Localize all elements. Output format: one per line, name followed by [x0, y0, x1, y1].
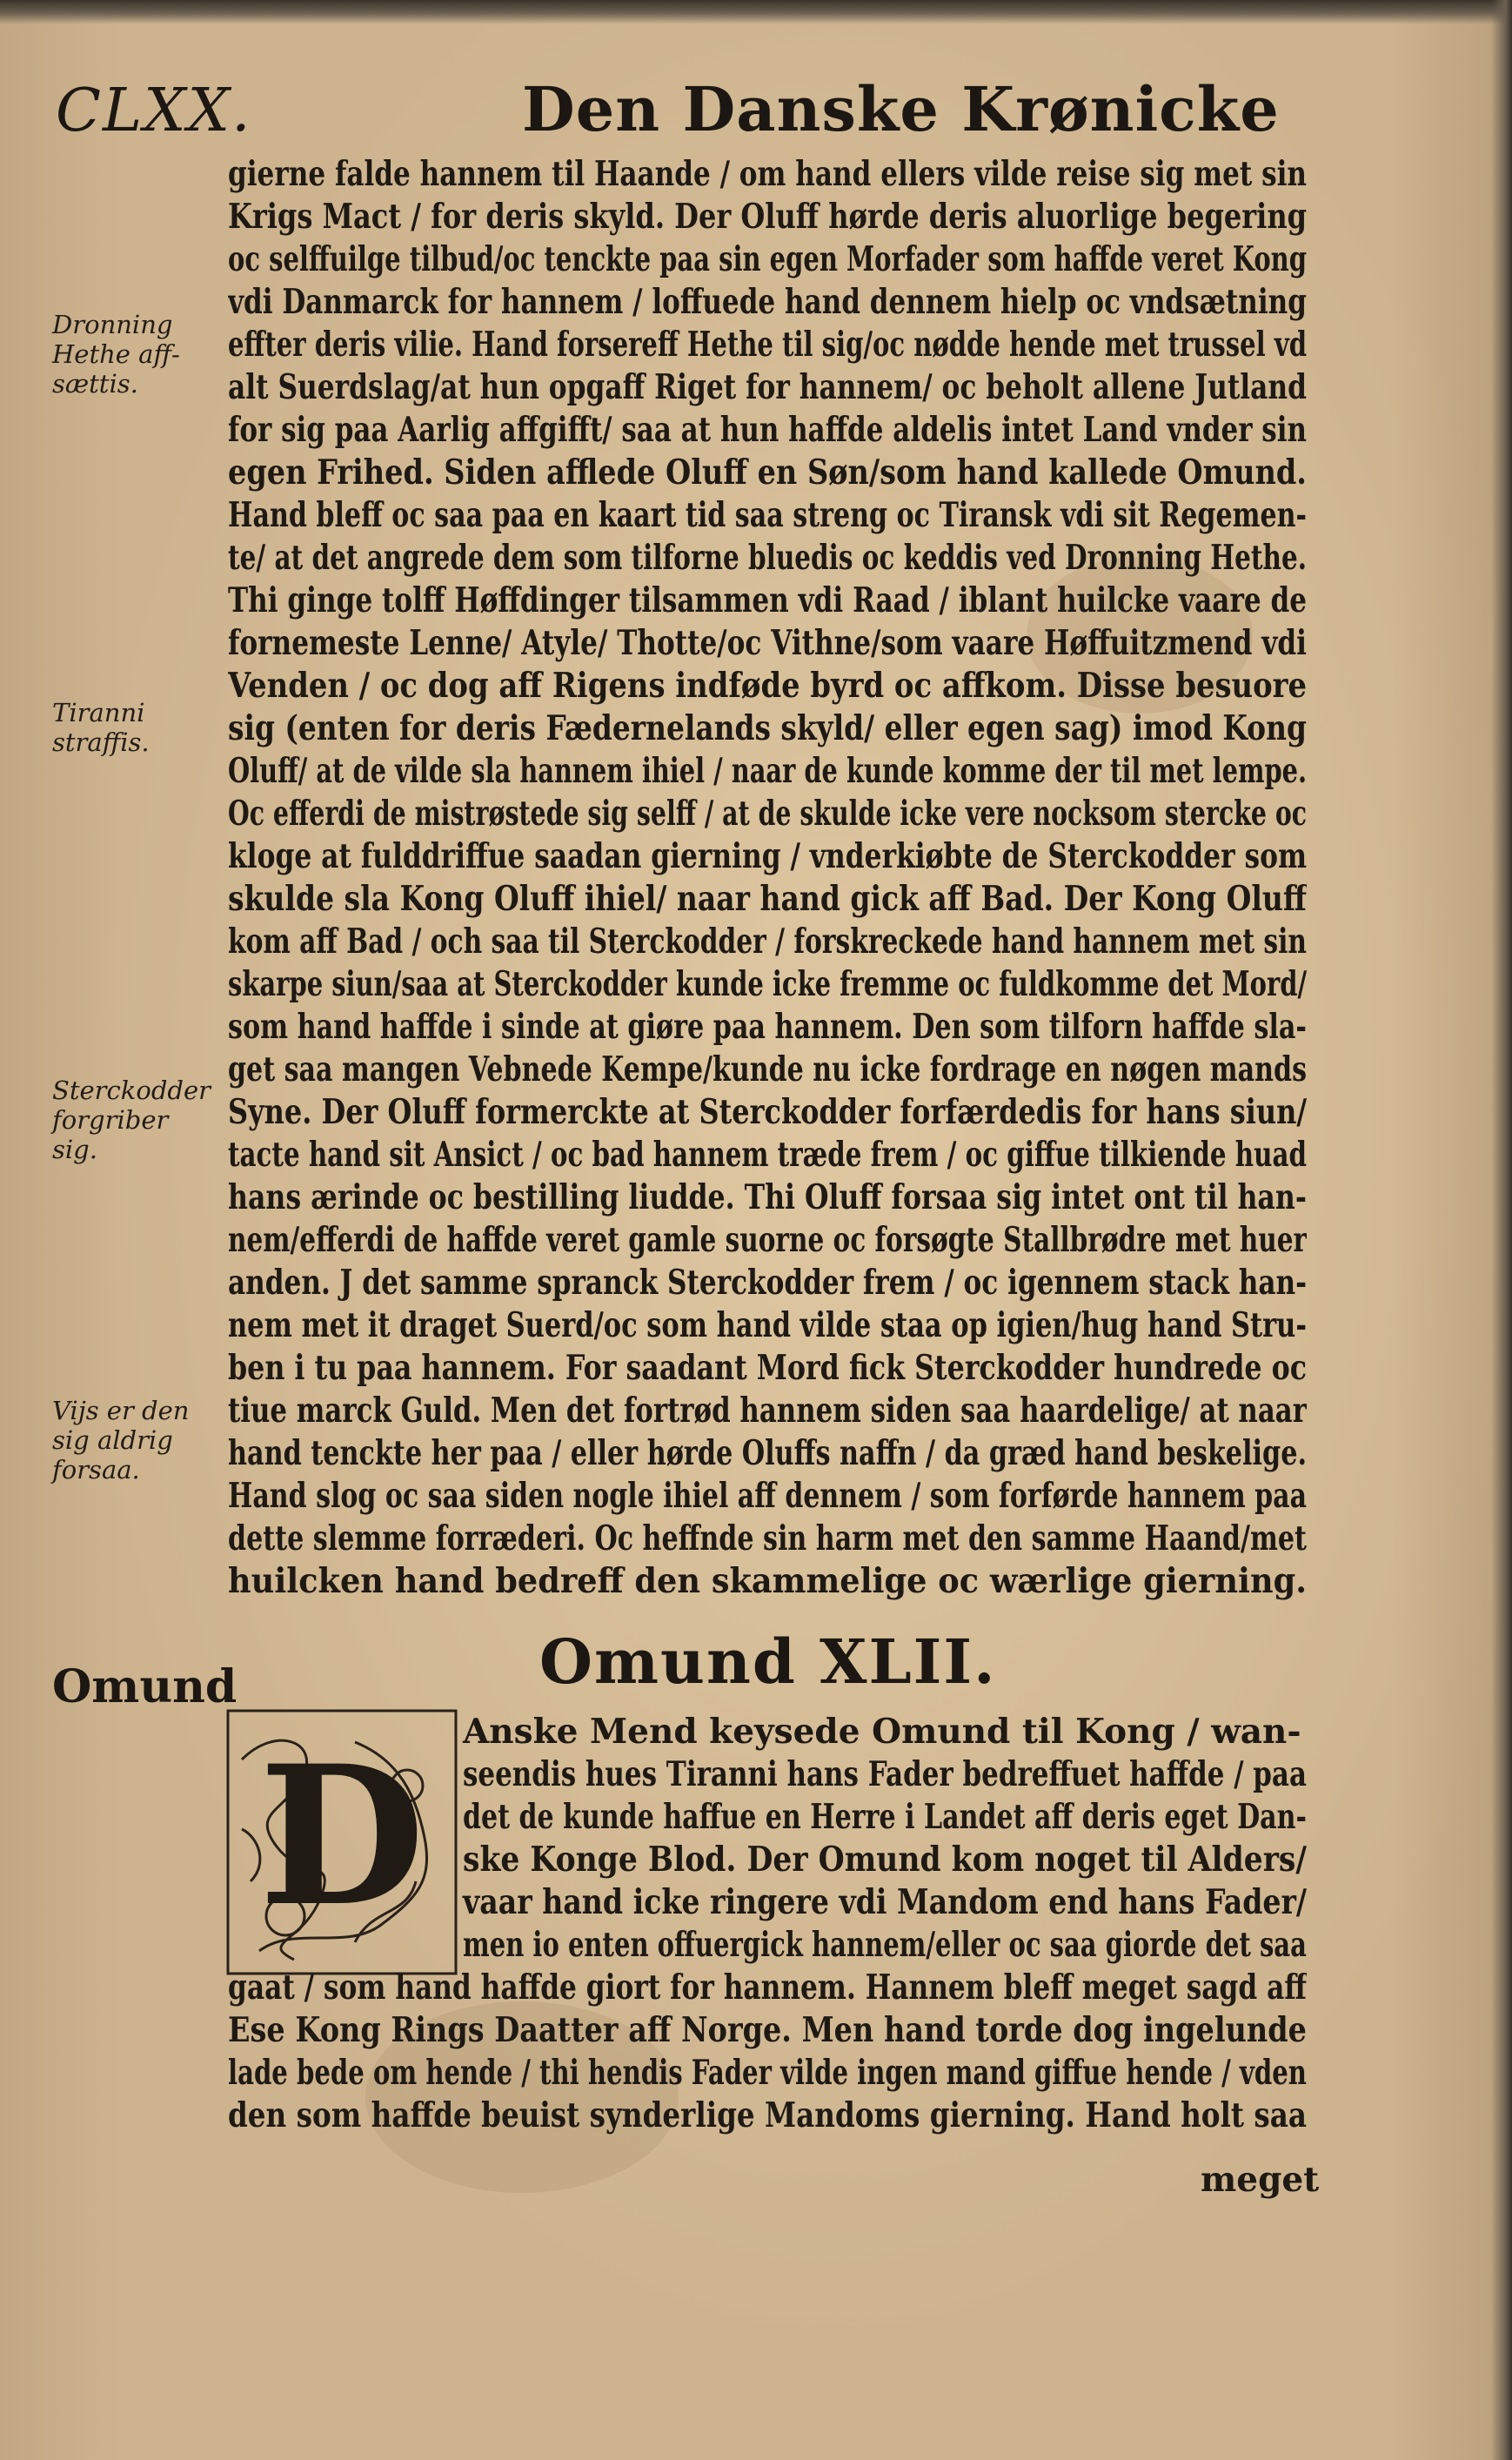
side-note-line: Vijs er den: [52, 1396, 190, 1425]
running-title: Den Danske Krønicke: [522, 73, 1280, 145]
text-line: alt Suerdslag/at hun opgaff Riget for hannem/ oc beholt allene Jutland: [228, 367, 1307, 407]
folio-number: CLXX.: [56, 77, 252, 145]
side-note-line: Tiranni: [52, 698, 145, 727]
main-text-block: [228, 153, 1307, 1603]
section-text-line: lade bede om hende / thi hendis Fader vilde ingen mand giffue hende / vden: [228, 2053, 1307, 2093]
text-line: huilcken hand bedreff den skammelige oc wærlige gierning.: [228, 1561, 1307, 1601]
text-line: nem/efferdi de haffde veret gamle suorne oc forsøgte Stallbrødre met huer: [228, 1220, 1307, 1260]
text-line: vdi Danmarck for hannem / loffuede hand dennem hielp oc vndsætning: [228, 282, 1307, 322]
text-line: tiue marck Guld. Men det fortrød hannem siden saa haardelige/ at naar: [228, 1391, 1307, 1431]
text-line: kom aff Bad / och saa til Sterckodder / forskreckede hand hannem met sin: [228, 922, 1307, 962]
text-line: kloge at fulddriffue saadan gierning / vnderkiøbte de Sterckodder som: [228, 836, 1307, 876]
text-line: skulde sla Kong Oluff ihiel/ naar hand gick aff Bad. Der Kong Oluff: [228, 879, 1307, 919]
text-line: egen Frihed. Siden afflede Oluff en Søn/som hand kallede Omund.: [228, 452, 1307, 493]
side-note-line: sig.: [52, 1135, 97, 1164]
section-text-line: den som haffde beuist synderlige Mandoms gierning. Hand holt saa: [228, 2095, 1307, 2135]
text-line: nem met it draget Suerd/oc som hand vilde staa op igien/hug hand Stru-: [228, 1305, 1307, 1345]
page-top-shadow: [0, 0, 1512, 24]
text-line: effter deris vilie. Hand forsereff Hethe til sig/oc nødde hende met trussel vd: [228, 325, 1307, 365]
section-text-line: Anske Mend keysede Omund til Kong / wan-: [463, 1712, 1301, 1752]
section-text-line: men io enten offuergick hannem/eller oc saa giorde det saa: [463, 1925, 1307, 1965]
text-line: te/ at det angrede dem som tilforne bluedis oc keddis ved Dronning Hethe.: [228, 538, 1307, 578]
section-text-line: vaar hand icke ringere vdi Mandom end hans Fader/: [463, 1882, 1307, 1922]
catchword: meget: [1201, 2160, 1320, 2200]
text-line: fornemeste Lenne/ Atyle/ Thotte/oc Vithne/som vaare Høffuitzmend vdi: [228, 623, 1307, 663]
text-line: for sig paa Aarlig affgifft/ saa at hun haffde aldelis intet Land vnder sin: [228, 410, 1307, 450]
section-text-line: det de kunde haffue en Herre i Landet aff deris eget Dan-: [463, 1797, 1307, 1837]
text-line: tacte hand sit Ansict / oc bad hannem træde frem / oc giffue tilkiende huad: [228, 1135, 1307, 1175]
section-text-line: gaat / som hand haffde giort for hannem. Hannem bleff meget sagd aff: [228, 1967, 1307, 2008]
side-note-line: Dronning: [52, 310, 173, 339]
text-line: anden. J det samme spranck Sterckodder frem / oc igennem stack han-: [228, 1263, 1307, 1303]
side-note-line: sættis.: [52, 369, 138, 399]
section-margin-label: Omund: [52, 1660, 238, 1713]
section-heading: Omund XLII.: [539, 1625, 997, 1698]
text-line: Hand slog oc saa siden nogle ihiel aff dennem / som forførde hannem paa: [228, 1476, 1307, 1516]
side-note-line: forgriber: [52, 1105, 169, 1135]
section-text-line: ske Konge Blod. Der Omund kom noget til Alders/: [463, 1840, 1307, 1880]
text-line: Hand bleff oc saa paa en kaart tid saa streng oc Tiransk vdi sit Regemen-: [228, 495, 1307, 535]
side-note-line: sig aldrig: [52, 1425, 173, 1455]
side-note-dronning: [52, 310, 223, 399]
initial-letter: D: [258, 1723, 425, 1948]
text-line: Syne. Der Oluff formerckte at Sterckodder forfærdedis for hans siun/: [228, 1092, 1307, 1132]
section-text-block: [228, 1711, 1307, 2137]
text-line: Krigs Mact / for deris skyld. Der Oluff hørde deris aluorlige begering: [228, 197, 1307, 237]
text-line: Oc efferdi de mistrøstede sig selff / at de skulde icke vere nocksom stercke oc: [228, 794, 1307, 834]
side-note-vijs: [52, 1396, 223, 1485]
text-line: oc selffuilge tilbud/oc tenckte paa sin egen Morfader som haffde veret Kong: [228, 239, 1307, 279]
page-gutter-shadow: [1491, 0, 1512, 2460]
text-line: hans ærinde oc bestilling liudde. Thi Oluff forsaa sig intet ont til han-: [228, 1177, 1307, 1217]
text-line: get saa mangen Vebnede Kempe/kunde nu icke fordrage en nøgen mands: [228, 1049, 1307, 1089]
side-note-line: Hethe aff-: [52, 339, 180, 369]
side-note-line: forsaa.: [52, 1455, 140, 1485]
text-line: dette slemme forræderi. Oc heffnde sin harm met den samme Haand/met: [228, 1518, 1307, 1558]
text-line: sig (enten for deris Fædernelands skyld/ eller egen sag) imod Kong: [228, 708, 1307, 748]
text-line: Oluff/ at de vilde sla hannem ihiel / naar de kunde komme der til met lempe.: [228, 751, 1307, 791]
side-note-line: Sterckodder: [52, 1076, 211, 1105]
section-text-line: seendis hues Tiranni hans Fader bedreffuet haffde / paa: [463, 1754, 1307, 1794]
section-text-line: Ese Kong Rings Daatter aff Norge. Men hand torde dog ingelunde: [228, 2010, 1307, 2050]
text-line: som hand haffde i sinde at giøre paa hannem. Den som tilforn haffde sla-: [228, 1007, 1307, 1047]
text-line: skarpe siun/saa at Sterckodder kunde icke fremme oc fuldkomme det Mord/: [228, 964, 1307, 1004]
text-line: ben i tu paa hannem. For saadant Mord fick Sterckodder hundrede oc: [228, 1348, 1307, 1388]
side-note-tiranni: [52, 698, 223, 757]
text-line: Thi ginge tolff Høffdinger tilsammen vdi Raad / iblant huilcke vaare de: [228, 580, 1307, 620]
side-note-line: straffis.: [52, 727, 150, 757]
text-line: hand tenckte her paa / eller hørde Oluffs naffn / da græd hand beskelige.: [228, 1433, 1307, 1473]
side-note-sterckodder: [52, 1076, 223, 1164]
text-line: gierne falde hannem til Haande / om hand ellers vilde reise sig met sin: [228, 154, 1307, 194]
text-line: Venden / oc dog aff Rigens indføde byrd oc affkom. Disse besuore: [228, 666, 1307, 706]
